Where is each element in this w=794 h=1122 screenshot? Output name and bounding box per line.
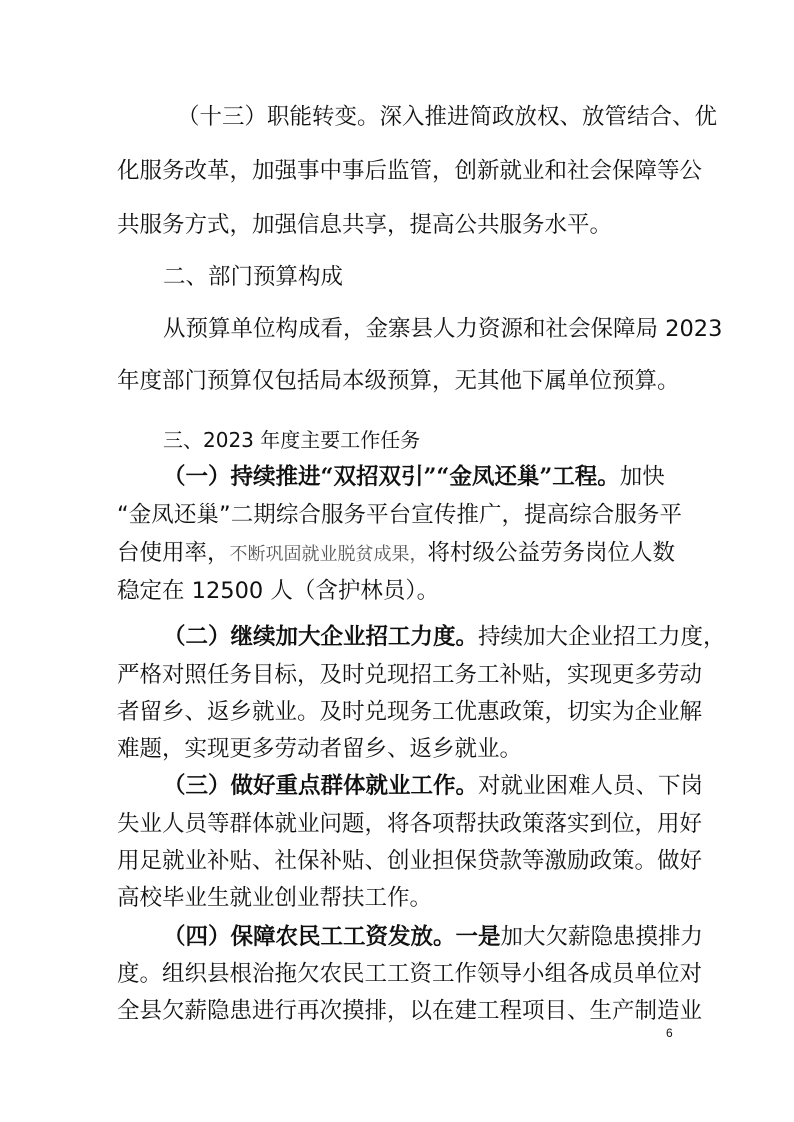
para-2-line-2: 年度部门预算仅包括局本级预算，无其他下属单位预算。 xyxy=(117,368,680,394)
task-4-line-1-tail: 加大欠薪隐患摸排力 xyxy=(500,924,704,950)
task-1-line-2: “金凤还巢”二期综合服务平台宣传推广，提高综合服务平 xyxy=(117,502,682,528)
task-1-title: （一）持续推进“双招双引”“金凤还巢”工程。 xyxy=(163,464,620,490)
task-2-line-1 xyxy=(163,622,726,652)
task-2-line-3: 者留乡、返乡就业。及时兑现务工优惠政策，切实为企业解 xyxy=(117,699,703,725)
task-3-line-2: 失业人员等群体就业问题，将各项帮扶政策落实到位，用好 xyxy=(117,811,703,837)
task-2-line-2: 严格对照任务目标，及时兑现招工务工补贴，实现更多劳动 xyxy=(117,662,703,688)
task-4-bold-word: 一是 xyxy=(455,924,501,950)
task-4-title: （四）保障农民工工资发放。 xyxy=(163,924,456,950)
para-1-line-1: （十三）职能转变。深入推进简政放权、放管结合、优 xyxy=(177,104,718,130)
para-2-line-1: 从预算单位构成看，金寨县人力资源和社会保障局 2023 xyxy=(163,316,723,342)
task-3-line-1 xyxy=(163,771,704,801)
section-heading-3: 三、2023 年度主要工作任务 xyxy=(163,428,421,452)
task-1-line-3-c: 将村级公益劳务岗位人数 xyxy=(427,540,676,566)
task-1-line-4: 稳定在 12500 人（含护林员）。 xyxy=(117,578,440,604)
task-3-title: （三）做好重点群体就业工作。 xyxy=(163,773,479,799)
task-2-line-1-tail: 持续加大企业招工力度， xyxy=(478,624,726,650)
task-4-line-1 xyxy=(163,922,704,952)
task-2-title: （二）继续加大企业招工力度。 xyxy=(163,624,479,650)
task-1-line-1-tail: 加快 xyxy=(619,464,665,490)
task-4-line-3: 全县欠薪隐患进行再次摸排，以在建工程项目、生产制造业 xyxy=(117,998,703,1024)
task-2-line-4: 难题，实现更多劳动者留乡、返乡就业。 xyxy=(117,736,523,762)
task-3-line-4: 高校毕业生就业创业帮扶工作。 xyxy=(117,885,433,911)
task-3-line-3: 用足就业补贴、社保补贴、创业担保贷款等激励政策。做好 xyxy=(117,848,703,874)
task-3-line-1-tail: 对就业困难人员、下岗 xyxy=(478,773,704,799)
para-1-line-2: 化服务改革，加强事中事后监管，创新就业和社会保障等公 xyxy=(117,158,703,184)
section-heading-2: 二、部门预算构成 xyxy=(163,264,344,290)
task-1-line-3-a: 台使用率， xyxy=(117,540,230,566)
page-number: 6 xyxy=(666,1026,673,1040)
task-1-line-3 xyxy=(117,538,682,570)
task-4-line-2: 度。组织县根治拖欠农民工工资工作领导小组各成员单位对 xyxy=(117,961,703,987)
task-1-line-3-b: 不断巩固就业脱贫成果， xyxy=(229,544,428,565)
task-1-line-1 xyxy=(163,462,682,492)
para-1-line-3: 共服务方式，加强信息共享，提高公共服务水平。 xyxy=(117,212,613,238)
